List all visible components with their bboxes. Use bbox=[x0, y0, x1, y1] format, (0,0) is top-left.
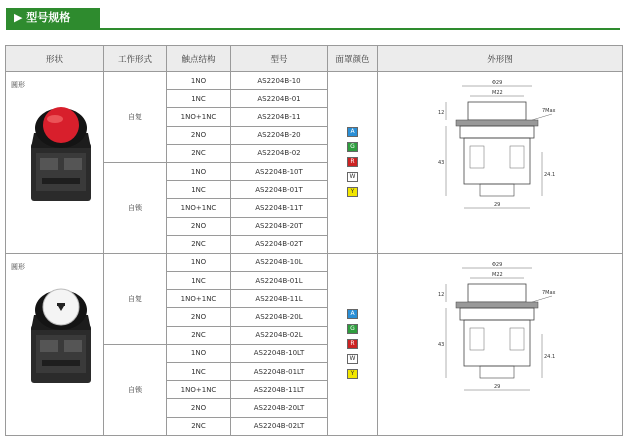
contact-cell: 2NO bbox=[167, 126, 231, 144]
model-cell: AS2204B-11T bbox=[231, 199, 328, 217]
shape-label: 圆形 bbox=[11, 262, 25, 271]
table-row bbox=[6, 72, 623, 90]
contact-cell: 1NC bbox=[167, 272, 231, 290]
contact-cell: 1NC bbox=[167, 90, 231, 108]
model-cell: AS2204B-01 bbox=[231, 90, 328, 108]
dim-h2: 43 bbox=[438, 160, 445, 167]
color-swatch: Y bbox=[347, 187, 358, 197]
model-cell: AS2204B-10L bbox=[231, 253, 328, 271]
mode-cell: 自锁 bbox=[104, 344, 167, 435]
section-title: ▶ 型号规格 bbox=[6, 8, 100, 28]
dimension-drawing bbox=[420, 256, 580, 430]
dim-thread: M22 bbox=[492, 90, 503, 97]
mode-cell: 自复 bbox=[104, 253, 167, 344]
model-cell: AS2204B-01LT bbox=[231, 363, 328, 381]
col-header-mode: 工作形式 bbox=[104, 46, 167, 72]
product-photo bbox=[24, 98, 98, 203]
contact-cell: 1NO+1NC bbox=[167, 290, 231, 308]
header-row bbox=[6, 46, 623, 72]
dim-width: 29 bbox=[494, 384, 501, 391]
dim-diameter: Φ29 bbox=[492, 80, 503, 87]
drawing-cell bbox=[378, 72, 623, 254]
dim-diameter: Φ29 bbox=[492, 262, 503, 269]
contact-cell: 2NC bbox=[167, 144, 231, 162]
color-swatch: G bbox=[347, 324, 358, 334]
dim-max: 7Max bbox=[542, 290, 556, 297]
contact-cell: 2NC bbox=[167, 417, 231, 435]
dim-width: 29 bbox=[494, 202, 501, 209]
contact-cell: 2NC bbox=[167, 326, 231, 344]
contact-cell: 1NO+1NC bbox=[167, 108, 231, 126]
section-divider bbox=[6, 28, 620, 30]
col-header-drawing: 外形图 bbox=[378, 46, 623, 72]
dim-h2: 43 bbox=[438, 342, 445, 349]
model-cell: AS2204B-20L bbox=[231, 308, 328, 326]
contact-cell: 1NO+1NC bbox=[167, 381, 231, 399]
color-swatch: A bbox=[347, 309, 358, 319]
contact-cell: 1NO bbox=[167, 72, 231, 90]
contact-cell: 2NO bbox=[167, 399, 231, 417]
model-cell: AS2204B-11LT bbox=[231, 381, 328, 399]
contact-cell: 1NO bbox=[167, 344, 231, 362]
model-cell: AS2204B-02 bbox=[231, 144, 328, 162]
mode-cell: 自复 bbox=[104, 72, 167, 163]
col-header-color: 面罩颜色 bbox=[328, 46, 378, 72]
model-cell: AS2204B-10 bbox=[231, 72, 328, 90]
product-photo bbox=[24, 280, 98, 385]
contact-cell: 1NO bbox=[167, 253, 231, 271]
model-cell: AS2204B-02LT bbox=[231, 417, 328, 435]
drawing-cell bbox=[378, 253, 623, 435]
color-cell bbox=[328, 253, 378, 435]
model-cell: AS2204B-11 bbox=[231, 108, 328, 126]
dim-max: 7Max bbox=[542, 108, 556, 115]
color-swatch: W bbox=[347, 354, 358, 364]
model-cell: AS2204B-02T bbox=[231, 235, 328, 253]
contact-cell: 1NC bbox=[167, 363, 231, 381]
color-swatch: G bbox=[347, 142, 358, 152]
table-row bbox=[6, 253, 623, 271]
shape-cell bbox=[6, 253, 104, 435]
contact-cell: 2NO bbox=[167, 217, 231, 235]
col-header-contact: 触点结构 bbox=[167, 46, 231, 72]
color-swatch: A bbox=[347, 127, 358, 137]
model-cell: AS2204B-20 bbox=[231, 126, 328, 144]
model-cell: AS2204B-20T bbox=[231, 217, 328, 235]
color-swatch: W bbox=[347, 172, 358, 182]
col-header-model: 型号 bbox=[231, 46, 328, 72]
color-cell bbox=[328, 72, 378, 254]
color-swatch: R bbox=[347, 339, 358, 349]
model-cell: AS2204B-10T bbox=[231, 162, 328, 180]
model-cell: AS2204B-11L bbox=[231, 290, 328, 308]
contact-cell: 1NO+1NC bbox=[167, 199, 231, 217]
dim-h1: 12 bbox=[438, 110, 445, 117]
col-header-shape: 形状 bbox=[6, 46, 104, 72]
shape-cell bbox=[6, 72, 104, 254]
dim-h1: 12 bbox=[438, 292, 445, 299]
dimension-drawing bbox=[420, 74, 580, 248]
contact-cell: 1NC bbox=[167, 181, 231, 199]
model-cell: AS2204B-20LT bbox=[231, 399, 328, 417]
model-cell: AS2204B-01T bbox=[231, 181, 328, 199]
model-cell: AS2204B-02L bbox=[231, 326, 328, 344]
contact-cell: 1NO bbox=[167, 162, 231, 180]
model-cell: AS2204B-10LT bbox=[231, 344, 328, 362]
mode-cell: 自锁 bbox=[104, 162, 167, 253]
dim-thread: M22 bbox=[492, 272, 503, 279]
color-swatch: Y bbox=[347, 369, 358, 379]
dim-h3: 24.1 bbox=[544, 172, 556, 179]
spec-table bbox=[5, 45, 623, 436]
dim-h3: 24.1 bbox=[544, 354, 556, 361]
model-cell: AS2204B-01L bbox=[231, 272, 328, 290]
contact-cell: 2NC bbox=[167, 235, 231, 253]
contact-cell: 2NO bbox=[167, 308, 231, 326]
shape-label: 圆形 bbox=[11, 81, 25, 89]
color-swatch: R bbox=[347, 157, 358, 167]
